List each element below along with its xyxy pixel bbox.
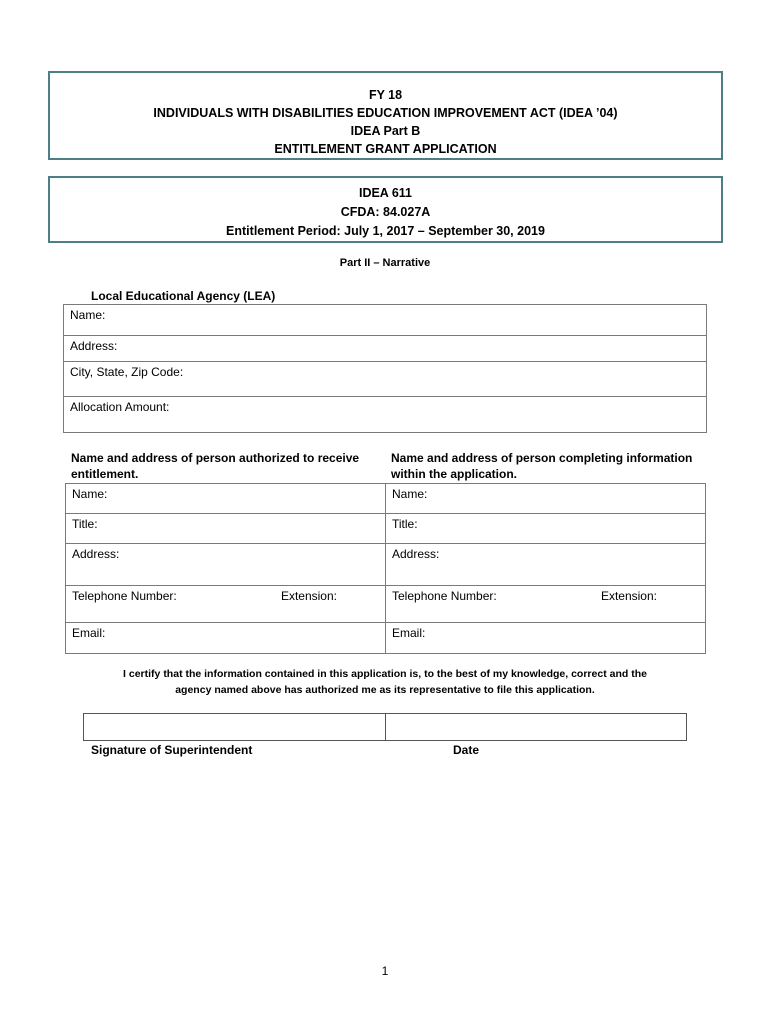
lea-section-title: Local Educational Agency (LEA): [91, 289, 276, 303]
lea-table: [63, 304, 707, 433]
contacts-table: [65, 483, 706, 654]
program-banner: [48, 176, 723, 243]
certification-statement: [60, 666, 710, 698]
completing-person-heading: Name and address of person completing information within the application.: [391, 451, 693, 481]
act-title: INDIVIDUALS WITH DISABILITIES EDUCATION IMPROVEMENT ACT (IDEA ’04): [153, 106, 618, 120]
certification-line-2: agency named above has authorized me as its representative to file this application.: [175, 684, 595, 696]
authorized-email-field[interactable]: Email:: [66, 623, 386, 654]
date-field[interactable]: [385, 714, 687, 741]
authorized-extension-label: Extension:: [280, 589, 337, 603]
completing-telephone-label: Telephone Number:: [392, 589, 497, 603]
completing-telephone-field[interactable]: [386, 586, 706, 623]
signature-field[interactable]: [84, 714, 386, 741]
certification-line-1: I certify that the information contained in this application is, to the best of my knowledge, correct and the: [123, 668, 647, 680]
lea-address-field[interactable]: Address:: [64, 336, 707, 362]
authorized-telephone-field[interactable]: [66, 586, 386, 623]
idea-part: IDEA Part B: [350, 124, 421, 138]
completing-name-field[interactable]: Name:: [386, 484, 706, 514]
application-title: ENTITLEMENT GRANT APPLICATION: [274, 142, 497, 156]
signature-table: [83, 713, 687, 741]
completing-email-field[interactable]: Email:: [386, 623, 706, 654]
entitlement-period: Entitlement Period: July 1, 2017 – September 30, 2019: [226, 224, 545, 238]
lea-city-state-zip-field[interactable]: City, State, Zip Code:: [64, 362, 707, 397]
cfda-number: CFDA: 84.027A: [340, 205, 431, 219]
lea-allocation-amount-field[interactable]: Allocation Amount:: [64, 397, 707, 433]
completing-title-field[interactable]: Title:: [386, 514, 706, 544]
authorized-address-field[interactable]: Address:: [66, 544, 386, 586]
authorized-name-field[interactable]: Name:: [66, 484, 386, 514]
completing-extension-label: Extension:: [600, 589, 657, 603]
lea-name-field[interactable]: Name:: [64, 305, 707, 336]
signature-label: Signature of Superintendent: [91, 743, 253, 757]
part-title: Part II – Narrative: [339, 257, 431, 269]
page-number: 1: [381, 964, 389, 978]
program-name: IDEA 611: [358, 186, 413, 200]
authorized-person-heading: Name and address of person authorized to receive entitlement.: [71, 451, 360, 481]
date-label: Date: [453, 743, 480, 757]
authorized-telephone-label: Telephone Number:: [72, 589, 177, 603]
authorized-title-field[interactable]: Title:: [66, 514, 386, 544]
completing-address-field[interactable]: Address:: [386, 544, 706, 586]
header-banner: [48, 71, 723, 160]
fiscal-year: FY 18: [368, 88, 403, 102]
